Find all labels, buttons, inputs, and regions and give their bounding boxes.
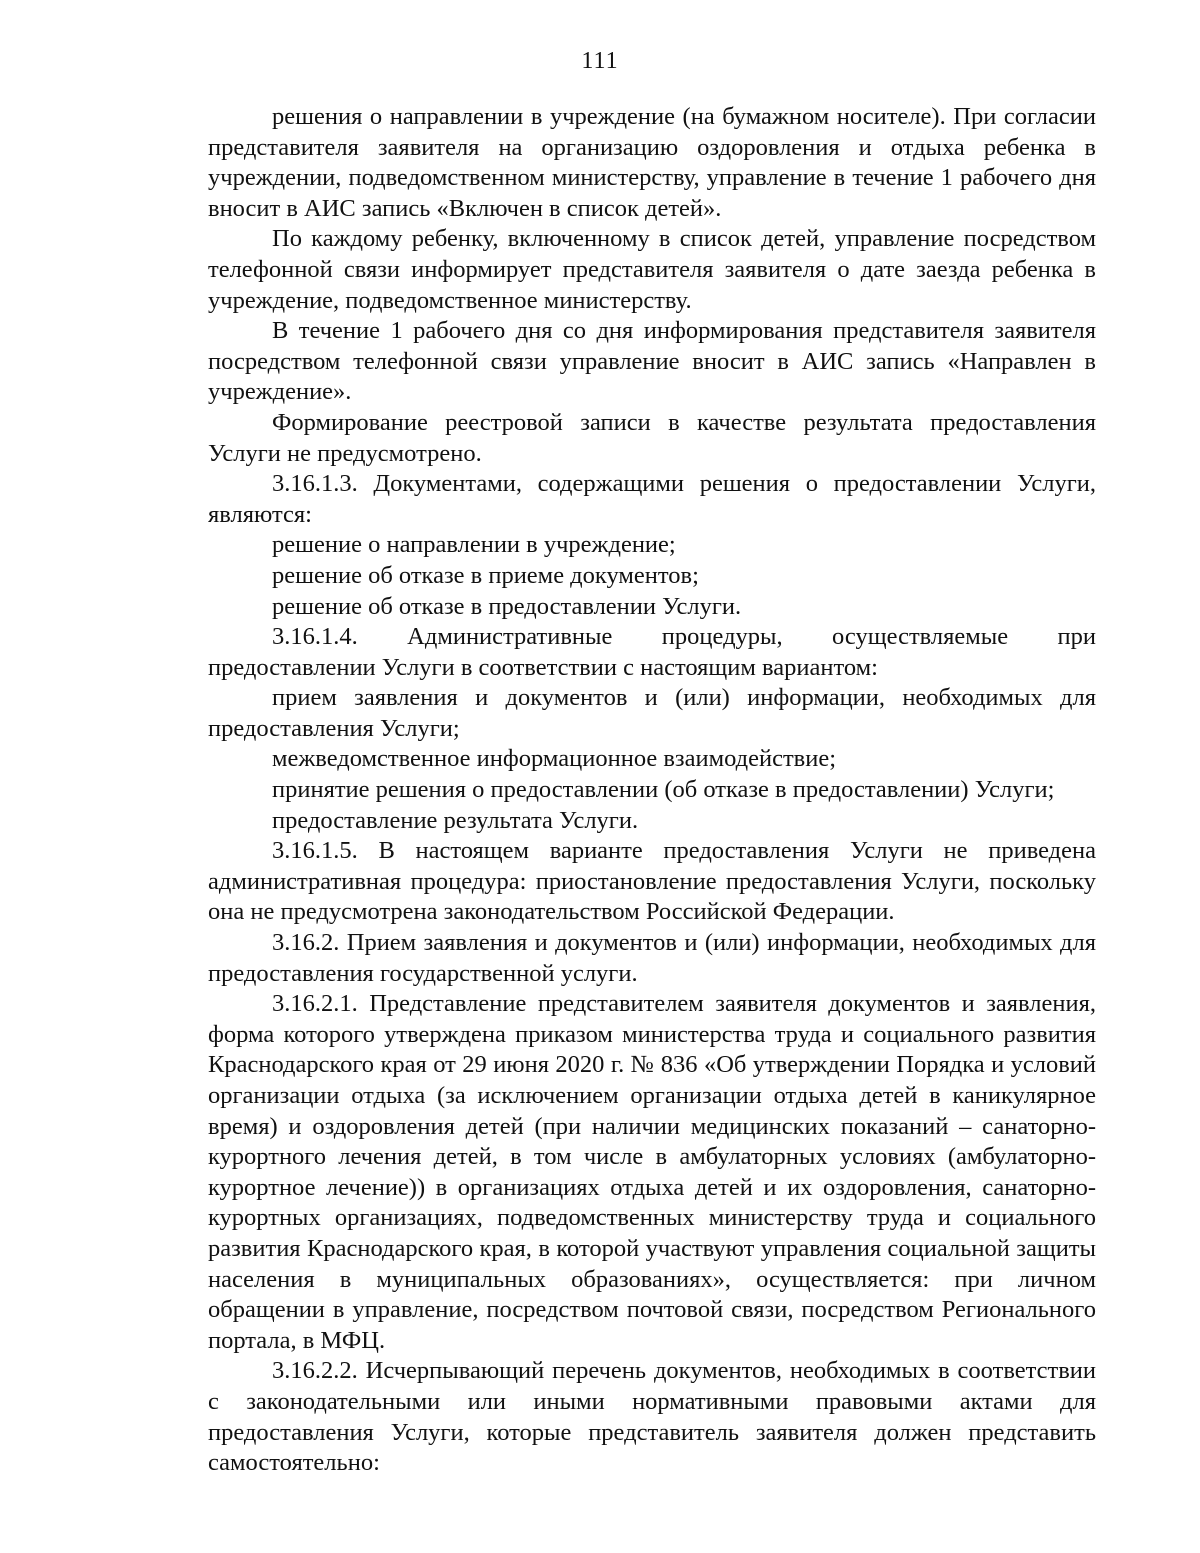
paragraph-3: В течение 1 рабочего дня со дня информирования представителя заявителя посредством телефонной связи управление вносит в АИС запись «Направлен в учреждение». (208, 317, 1096, 406)
paragraph-document-list: 3.16.2.2. Исчерпывающий перечень документов, необходимых в соответствии с законодательными или иными нормативными правовыми актами для предоставления Услуги, которые представитель заявителя должен представить самостоятельно: (208, 1357, 1096, 1477)
list-item-decision: принятие решения о предоставлении (об отказе в предоставлении) Услуги; (272, 776, 1055, 804)
list-item-refusal-documents: решение об отказе в приеме документов; (272, 561, 699, 589)
list-item-refusal-service: решение об отказе в предоставлении Услуги. (272, 592, 742, 620)
paragraph-representation: 3.16.2.1. Представление представителем заявителя документов и заявления, форма которого утверждена приказом министерства труда и социального развития Краснодарского края от 29 июня 2020 г. № 836 «Об утверждении Порядка и условий организации отдыха (за исключением организации отдыха детей в каникулярное время) и оздоровления детей (при наличии медицинских показаний – санаторно-курортного лечения детей, в том числе в амбулаторных условиях (амбулаторно-курортное лечение)) в организациях отдыха детей и их оздоровления, санаторно-курортных организациях, подведомственных министерству труда и социального развития Краснодарского края, в которой участвуют управления социальной защиты населения в муниципальных образованиях», осуществляется: при личном обращении в управление, посредством почтовой связи, посредством Регионального портала, в МФЦ. (208, 990, 1096, 1354)
paragraph-2: По каждому ребенку, включенному в список детей, управление посредством телефонной связи информирует представителя заявителя о дате заезда ребенка в учреждение, подведомственное министерству. (208, 225, 1096, 314)
list-item-interaction: межведомственное информационное взаимодействие; (272, 745, 837, 773)
paragraph-procedures: 3.16.1.4. Административные процедуры, осуществляемые при предоставлении Услуги в соответствии с настоящим вариантом: (208, 623, 1096, 681)
paragraph-1: решения о направлении в учреждение (на бумажном носителе). При согласии представителя заявителя на организацию оздоровления и отдыха ребенка в учреждении, подведомственном министерству, управление в течение 1 рабочего дня вносит в АИС запись «Включен в список детей». (208, 103, 1096, 222)
paragraph-suspension: 3.16.1.5. В настоящем варианте предоставления Услуги не приведена административная процедура: приостановление предоставления Услуги, поскольку она не предусмотрена законодательством Российской Федерации. (208, 837, 1096, 926)
paragraph-reception-heading: 3.16.2. Прием заявления и документов и (или) информации, необходимых для предоставления государственной услуги. (208, 929, 1096, 987)
page-number: 111 (581, 48, 619, 74)
paragraph-4: Формирование реестровой записи в качестве результата предоставления Услуги не предусмотрено. (208, 408, 1096, 467)
paragraph-5: 3.16.1.3. Документами, содержащими решения о предоставлении Услуги, являются: (208, 470, 1096, 528)
list-item-reception: прием заявления и документов и (или) информации, необходимых для предоставления Услуги; (208, 684, 1096, 742)
document-body (208, 102, 1096, 1479)
list-item-decision-direction: решение о направлении в учреждение; (272, 531, 676, 559)
list-item-result: предоставление результата Услуги. (272, 806, 639, 834)
